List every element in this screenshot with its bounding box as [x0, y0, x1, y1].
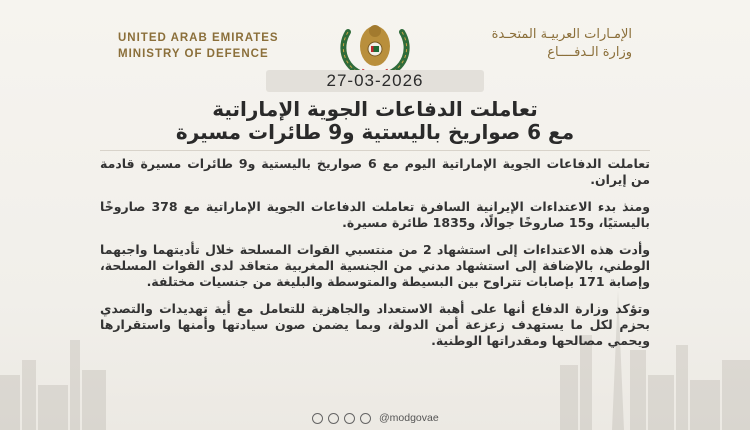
- paragraph-1: تعاملت الدفاعات الجوية الإماراتية اليوم مع 6 صواريخ باليستية و9 طائرات مسيرة قادمة من إيران.: [100, 156, 650, 187]
- headline-line-2: مع 6 صواريخ باليستية و9 طائرات مسيرة: [175, 120, 575, 144]
- ministry-header: [0, 18, 750, 78]
- divider: [100, 150, 650, 151]
- instagram-icon[interactable]: [312, 413, 323, 424]
- english-ministry-name: [118, 30, 328, 62]
- x-icon[interactable]: [328, 413, 339, 424]
- english-country-line: UNITED ARAB EMIRATES: [118, 32, 279, 44]
- social-footer: [0, 412, 750, 424]
- date-badge: 27-03-2026: [266, 70, 484, 92]
- headline: [60, 98, 690, 144]
- statement-body: [100, 156, 650, 360]
- youtube-icon[interactable]: [360, 413, 371, 424]
- social-icons: [311, 412, 372, 424]
- headline-line-1: تعاملت الدفاعات الجوية الإماراتية: [212, 97, 538, 121]
- paragraph-2: ومنذ بدء الاعتداءات الإيرانية السافرة تعاملت الدفاعات الجوية الإماراتية مع 378 صاروخًا باليستيًا، و15 صاروخًا جوالًا، و1835 طائرة مسيرة.: [100, 199, 650, 230]
- arabic-country-line: الإمـارات العربيـة المتحـدة: [491, 27, 632, 42]
- paragraph-4: وتؤكد وزارة الدفاع أنها على أهبة الاستعداد والجاهزية للتعامل مع أية تهديدات والتصدي بحزم لكل ما يستهدف زعزعة أمن الدولة، وبما يضمن صون سيادتها وأمنها واستقرارها ويحمي مصالحها ومقدراتها الوطنية.: [100, 301, 650, 348]
- arabic-ministry-name: [422, 26, 632, 62]
- social-handle[interactable]: @modgovae: [378, 412, 439, 424]
- facebook-icon[interactable]: [344, 413, 355, 424]
- english-ministry-line: MINISTRY OF DEFENCE: [118, 48, 269, 60]
- paragraph-3: وأدت هذه الاعتداءات إلى استشهاد 2 من منتسبي القوات المسلحة خلال تأديتهما واجبهما الوطني، بالإضافة إلى استشهاد مدني من الجنسية المغربية متعاقد لدى القوات المسلحة، وإصابة 171 بإصابات تتراوح بين البسيطة والمتوسطة والبليغة من جنسيات مختلفة.: [100, 242, 650, 289]
- arabic-ministry-line: وزارة الـدفــــاع: [547, 45, 632, 60]
